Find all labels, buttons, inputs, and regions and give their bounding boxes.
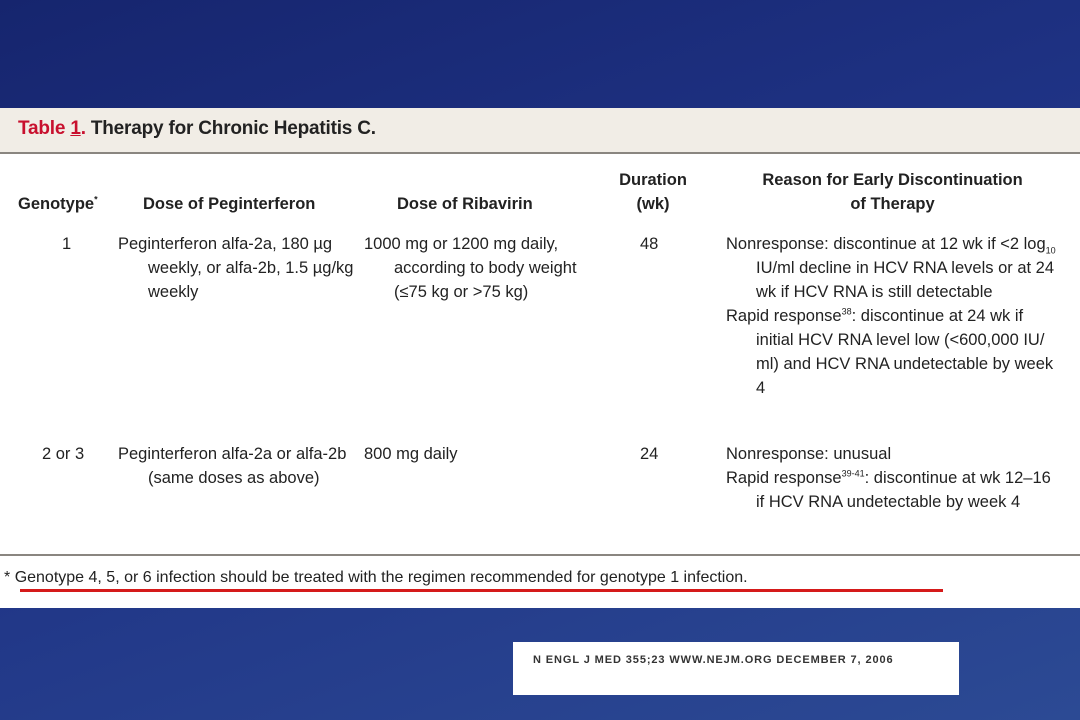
row1-reason-rapid-text: : discontinue at 24 wk if initial HCV RNA level low (<600,000 IU/ ml) and HCV RNA undetectable by week 4 bbox=[756, 307, 1054, 397]
table-title bbox=[18, 118, 376, 140]
table-footnote bbox=[4, 566, 748, 590]
row1-genotype: 1 bbox=[62, 235, 72, 253]
header-genotype-label: Genotype bbox=[18, 195, 95, 213]
table-label-word: Table bbox=[18, 118, 66, 139]
footnote-text: Genotype 4, 5, or 6 infection should be treated with the regimen recommended for genotype 1 infection. bbox=[14, 569, 748, 586]
row2-reason-nonresponse: Nonresponse: unusual bbox=[726, 445, 892, 463]
row2-reason-rapid-text: : discontinue at wk 12–16 if HCV RNA undetectable by week 4 bbox=[756, 469, 1051, 511]
row1-duration: 48 bbox=[640, 235, 659, 253]
row1-reason-log-subscript: 10 bbox=[1045, 245, 1056, 256]
row2-duration: 24 bbox=[640, 445, 659, 463]
row1-reason-nonresponse bbox=[726, 232, 1061, 304]
row2-ribavirin: 800 mg daily bbox=[364, 445, 458, 463]
row1-ribavirin: 1000 mg or 1200 mg daily, according to body weight (≤75 kg or >75 kg) bbox=[364, 235, 577, 301]
table-label-dot: . bbox=[80, 118, 86, 139]
row1-reason-nonresponse-rest: IU/ml decline in HCV RNA levels or at 24 wk if HCV RNA is still detectable bbox=[756, 259, 1055, 301]
header-peginterferon: Dose of Peginterferon bbox=[143, 195, 316, 213]
row1-reason-nonresponse-text: Nonresponse: discontinue at 12 wk if <2 log bbox=[726, 235, 1046, 253]
footnote-mark: * bbox=[4, 569, 11, 586]
row2-genotype: 2 or 3 bbox=[42, 445, 85, 463]
header-genotype-mark: * bbox=[94, 194, 98, 205]
header-duration-line1: Duration bbox=[619, 171, 687, 189]
row2-reason-rapid bbox=[726, 466, 1061, 514]
row1-peginterferon: Peginterferon alfa-2a, 180 µg weekly, or alfa-2b, 1.5 µg/kg weekly bbox=[118, 235, 354, 301]
row1-reason-rapid-label: Rapid response bbox=[726, 307, 842, 325]
row1-reason bbox=[726, 232, 1061, 400]
row1-reason-rapid bbox=[726, 304, 1061, 400]
header-genotype bbox=[18, 192, 98, 216]
header-reason-line1: Reason for Early Discontinuation bbox=[762, 171, 1023, 189]
table-panel bbox=[0, 108, 1080, 608]
table-title-bar bbox=[0, 108, 1080, 154]
row1-reason-rapid-ref: 38 bbox=[841, 306, 852, 317]
table-bottom-rule bbox=[0, 554, 1080, 556]
header-duration-line2: (wk) bbox=[636, 195, 670, 213]
header-reason-line2: of Therapy bbox=[850, 195, 935, 213]
row2-reason bbox=[726, 442, 1061, 514]
row2-reason-rapid-ref: 39-41 bbox=[841, 468, 865, 479]
table-title-text: Therapy for Chronic Hepatitis C. bbox=[90, 118, 376, 139]
citation-box bbox=[513, 642, 959, 695]
table-label-number: 1 bbox=[70, 118, 81, 139]
header-duration bbox=[600, 168, 706, 216]
row2-peginterferon: Peginterferon alfa-2a or alfa-2b (same doses as above) bbox=[118, 445, 347, 487]
header-ribavirin: Dose of Ribavirin bbox=[397, 195, 533, 213]
row2-reason-rapid-label: Rapid response bbox=[726, 469, 842, 487]
header-reason bbox=[730, 168, 1055, 216]
footnote-underline bbox=[20, 589, 943, 592]
journal-citation: N ENGL J MED 355;23 WWW.NEJM.ORG DECEMBER 7, 2006 bbox=[533, 654, 894, 666]
